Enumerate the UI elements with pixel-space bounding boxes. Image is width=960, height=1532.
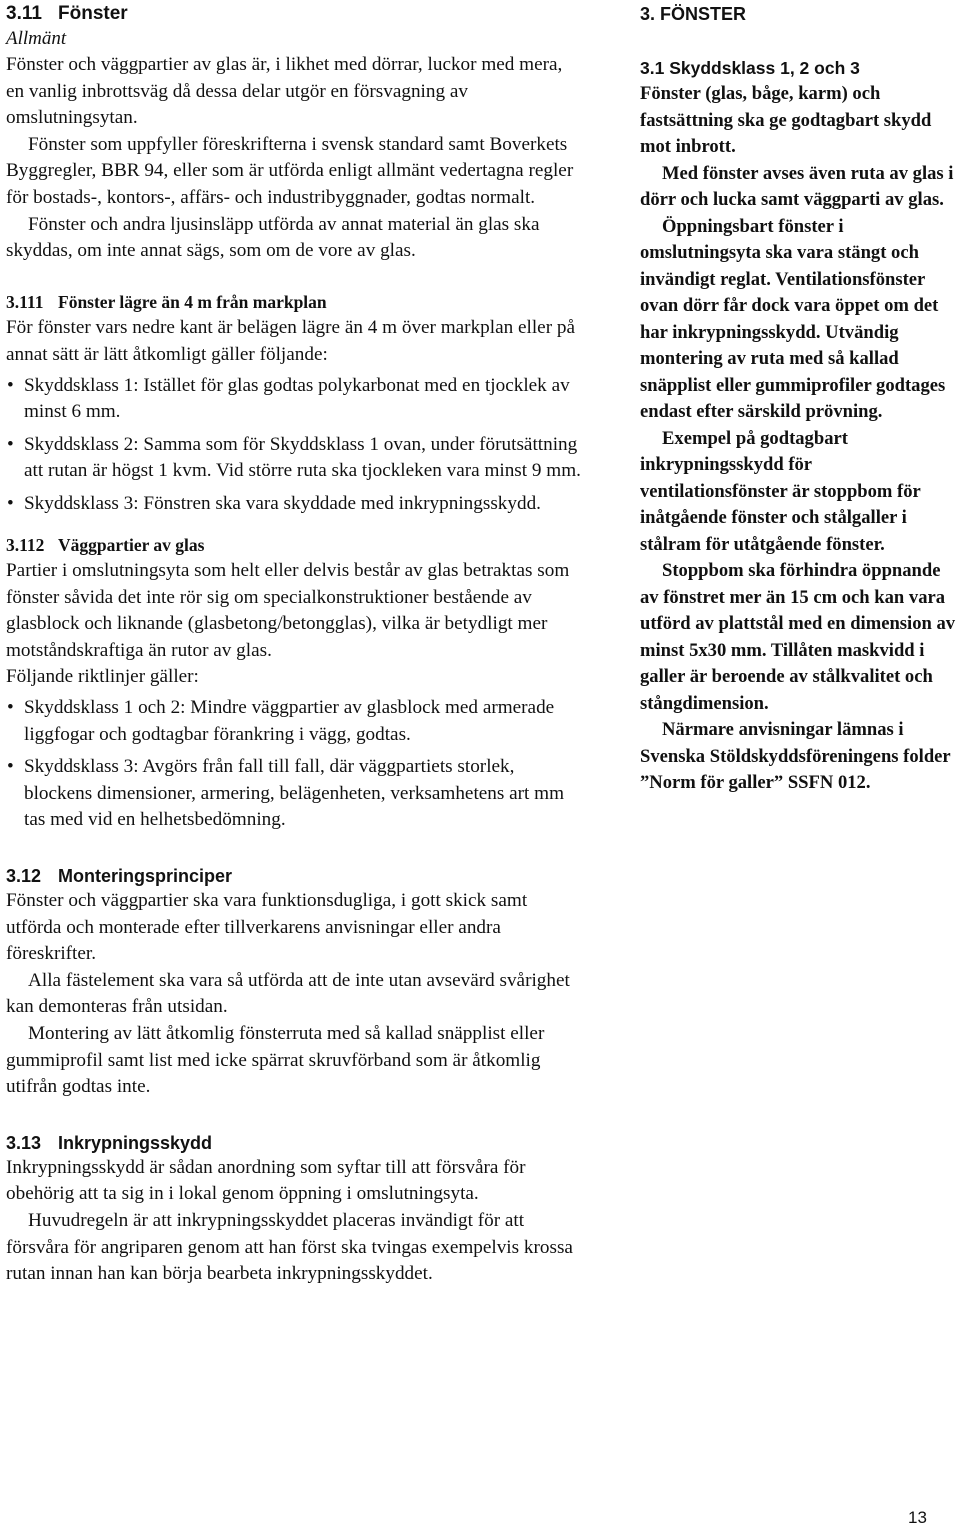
paragraph: Fönster och väggpartier av glas är, i likhet med dörrar, luckor med mera, en vanlig inbrottsväg då dessa delar utgör en försvagning av omslutningsytan. [6,54,563,129]
sidebar-paragraph: Närmare anvisningar lämnas i Svenska Stöldskyddsföreningens folder ”Norm för galler” SSFN 012. [640,719,951,793]
paragraph: Inkrypningsskydd är sådan anordning som syftar till att försvåra för obehörig att ta sig in i lokal genom öppning i omslutningsyta. [6,1156,526,1205]
section-title: Inkrypningsskydd [58,1132,213,1153]
section-number: 3.13 [6,1132,42,1153]
sidebar-paragraph: Exempel på godtagbart inkrypningsskydd för ventilationsfönster är stoppbom för inåtgående fönster och stålgaller i stålram för utåtgående fönster. [640,427,921,555]
section-title: Fönster [58,3,128,24]
paragraph: Följande riktlinjer gäller: [6,666,199,688]
sidebar-paragraph: Med fönster avses även ruta av glas i dörr och lucka samt väggparti av glas. [640,162,954,210]
section-number: 3.11 [6,3,42,24]
bullet-list [6,373,581,518]
sidebar-column [640,0,958,797]
paragraph: Montering av lätt åtkomlig fönsterruta med så kallad snäpplist eller gummiprofil samt list med icke spärrat skruvförband som är åtkomlig utifrån godtas inte. [6,1023,545,1098]
list-item: • Skyddsklass 3: Fönstren ska vara skyddade med inkrypningsskydd. [6,491,581,518]
paragraph: Alla fästelement ska vara så utförda att de inte utan avsevärd svårighet kan demonteras från utsidan. [6,969,570,1018]
section-3-11-heading [6,0,581,26]
bullet-list [6,695,581,834]
section-3-112-heading [6,532,581,559]
section-subtitle: Allmänt [6,28,67,49]
sidebar-paragraph: Stoppbom ska förhindra öppnande av fönstret mer än 15 cm och kan vara utförd av plattstål med en dimension av minst 5x30 mm. Tillåten maskvidd i galler är beroende av stålkvalitet och stångdimension. [640,560,956,714]
list-item: • Skyddsklass 1 och 2: Mindre väggpartier av glasblock med armerade liggfogar och godtagbar förankring i vägg, godtas. [6,695,581,748]
paragraph: Fönster som uppfyller föreskrifterna i svensk standard samt Boverkets Byggregler, BBR 94, eller som är utförda enligt allmänt vedertagna regler för bostads-, kontors-, affärs- och industribyggnader, godtas normalt. [6,133,574,208]
paragraph: Huvudregeln är att inkrypningsskyddet placeras invändigt för att försvåra för angriparen genom att han först ska tvingas exempelvis krossa rutan innan han kan börja bearbeta inkrypningsskyddet. [6,1209,573,1285]
paragraph: Partier i omslutningsyta som helt eller delvis består av glas betraktas som fönster såvida det inte rör sig om specialkonstruktioner bestående av glasblock och liknande (glasbetong/betongglas), vilka är betydligt mer motståndskraftiga än rutor av glas. [6,560,570,661]
page-number: 13 [908,1508,927,1527]
list-item: • Skyddsklass 1: Istället för glas godtas polykarbonat med en tjocklek av minst 6 mm. [6,373,581,426]
sidebar-heading: 3. FÖNSTER [640,4,747,24]
section-title: Fönster lägre än 4 m från markplan [58,291,327,312]
section-title: Monteringsprinciper [58,866,233,887]
section-3-111-heading [6,289,581,316]
section-number: 3.112 [6,534,45,555]
list-item: • Skyddsklass 3: Avgörs från fall till fall, där väggpartiets storlek, blockens dimensioner, armering, belägenheten, verksamhetens art mm tas med vid en helhetsbedömning. [6,754,581,834]
paragraph: För fönster vars nedre kant är belägen lägre än 4 m över markplan eller på annat sätt är lätt åtkomligt gäller följande: [6,317,575,365]
sidebar-subheading: 3.1 Skyddsklass 1, 2 och 3 [640,58,860,78]
sidebar-paragraph: Fönster (glas, båge, karm) och fastsättning ska ge godtagbart skydd mot inbrott. [640,83,932,157]
section-number: 3.12 [6,866,42,887]
sidebar-paragraph: Öppningsbart fönster i omslutningsyta ska vara stängt och invändigt reglat. Ventilationsfönster ovan dörr får dock vara öppet om det har inkrypningsskydd. Utvändig montering av ruta med så kallad snäpplist eller gummiprofiler godtages endast efter särskild prövning. [640,215,946,422]
list-item: • Skyddsklass 2: Samma som för Skyddsklass 1 ovan, under förutsättning att rutan är högst 1 kvm. Vid större ruta ska tjockleken vara minst 9 mm. [6,432,581,485]
section-3-12-heading [6,862,581,888]
paragraph: Fönster och andra ljusinsläpp utförda av annat material än glas ska skyddas, om inte annat sägs, som om de vore av glas. [6,213,540,262]
section-3-13-heading [6,1129,581,1155]
paragraph: Fönster och väggpartier ska vara funktionsdugliga, i gott skick samt utförda och monterade efter tillverkarens anvisningar eller andra föreskrifter. [6,890,528,965]
main-column [6,0,581,1288]
section-number: 3.111 [6,291,44,312]
section-title: Väggpartier av glas [58,534,205,555]
